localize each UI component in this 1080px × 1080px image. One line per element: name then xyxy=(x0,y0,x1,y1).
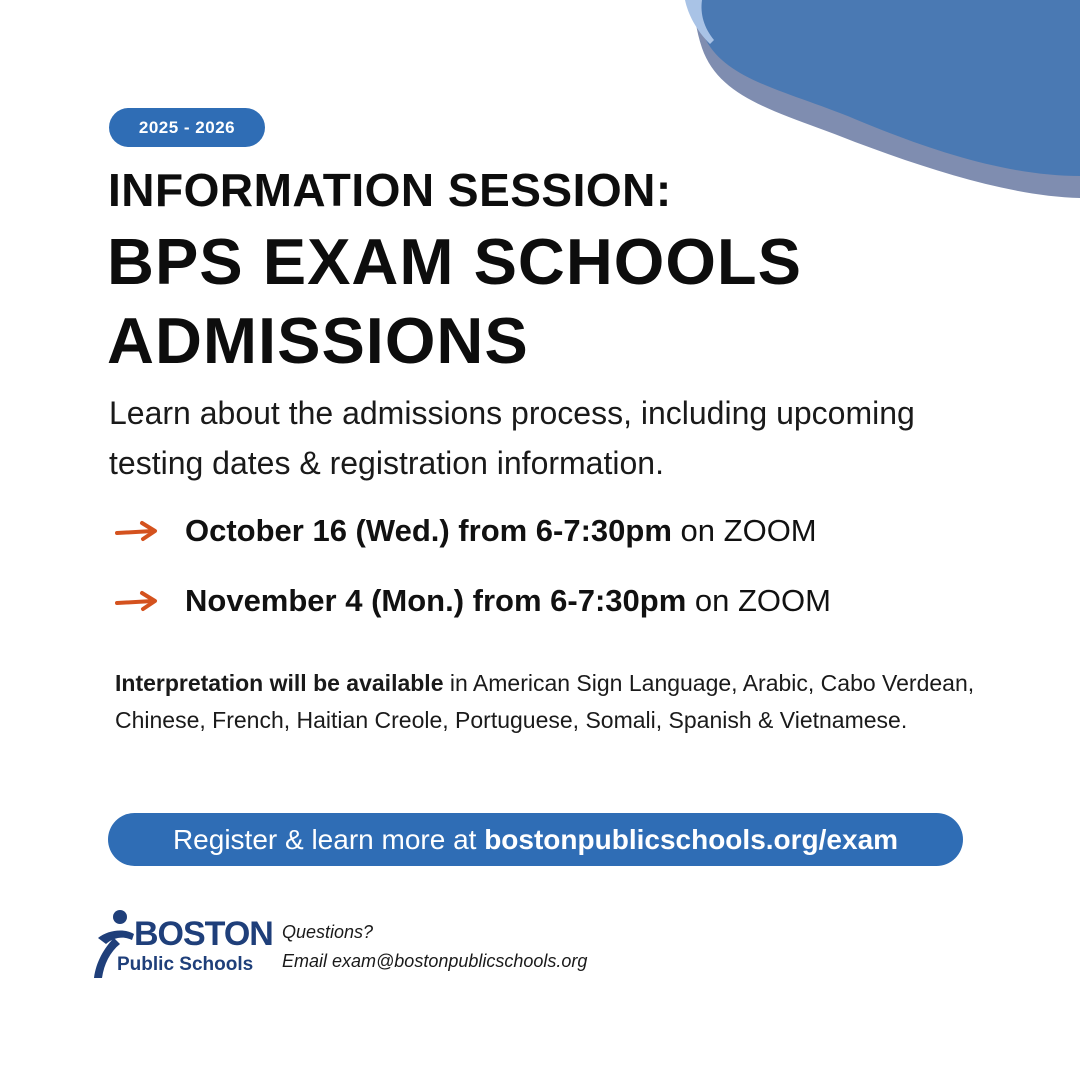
register-prefix: Register & learn more at xyxy=(172,823,485,855)
session-item-october xyxy=(115,513,817,549)
interpretation-note xyxy=(115,665,975,739)
title-main xyxy=(107,222,802,380)
interpretation-languages: in American Sign Language, Arabic, Cabo Verdean, Chinese, French, Haitian Creole, Portuguese, Somali, Spanish & Vietnamese. xyxy=(115,670,975,733)
session-location: on ZOOM xyxy=(680,513,817,548)
title-line-2: BPS EXAM SCHOOLS xyxy=(107,225,802,298)
bps-logo xyxy=(90,908,273,980)
logo-public-schools-text: Public Schools xyxy=(117,954,254,975)
session-date-time: November 4 (Mon.) from 6-7:30pm xyxy=(185,583,687,618)
title-line-3: ADMISSIONS xyxy=(107,304,529,377)
contact-info xyxy=(282,918,587,976)
logo-boston-text: BOSTON xyxy=(134,915,273,953)
decorative-blob xyxy=(680,0,1080,210)
title-line-1: INFORMATION SESSION: xyxy=(108,164,672,216)
year-badge: 2025 - 2026 xyxy=(109,108,265,147)
session-location: on ZOOM xyxy=(694,583,831,618)
register-link[interactable]: bostonpublicschools.org/exam xyxy=(484,823,899,855)
contact-email[interactable]: Email exam@bostonpublicschools.org xyxy=(282,951,588,971)
register-banner[interactable] xyxy=(108,813,963,866)
session-date-time: October 16 (Wed.) from 6-7:30pm xyxy=(185,513,672,548)
arrow-right-icon xyxy=(115,590,159,612)
arrow-right-icon xyxy=(115,520,159,542)
interpretation-lead: Interpretation will be available xyxy=(115,670,444,696)
intro-text: Learn about the admissions process, including upcoming testing dates & registration information. xyxy=(109,395,915,481)
session-item-november xyxy=(115,583,831,619)
questions-label: Questions? xyxy=(282,922,374,942)
